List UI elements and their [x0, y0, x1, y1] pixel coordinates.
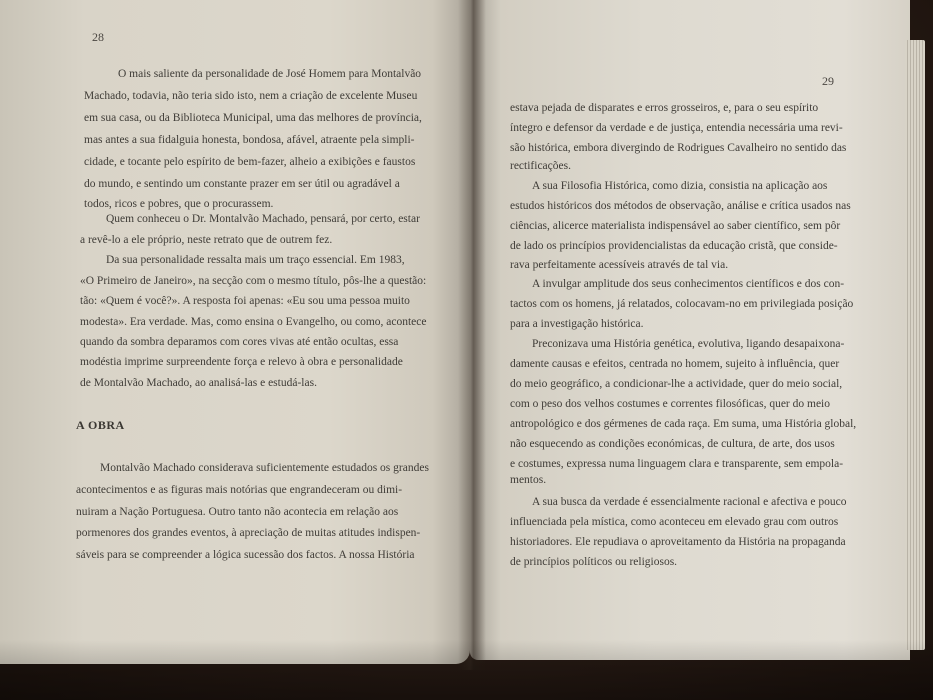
text-line: são histórica, embora divergindo de Rodrigues Cavalheiro no sentido das: [510, 142, 847, 154]
text-line: nuiram a Nação Portuguesa. Outro tanto não acontecia em relação aos: [76, 506, 399, 518]
text-line: de princípios políticos ou religiosos.: [510, 556, 678, 568]
text-line: tão: «Quem é você?». A resposta foi apenas: «Eu sou uma pessoa muito: [80, 295, 410, 307]
text-line: tactos com os homens, já relatados, colocavam-no em privilegiada posição: [510, 298, 854, 310]
text-line: a revê-lo a ele próprio, neste retrato que de outrem fez.: [80, 234, 333, 246]
text-line: de Montalvão Machado, ao analisá-las e estudá-las.: [80, 377, 317, 389]
text-line: «O Primeiro de Janeiro», na secção com o mesmo título, pôs-lhe a questão:: [80, 275, 427, 287]
text-line: cidade, e tocante pelo espírito de bem-fazer, alheio a exibições e faustos: [84, 156, 416, 168]
text-line: pormenores dos grandes eventos, à apreciação de muitas atitudes indispen-: [76, 527, 421, 539]
text-line: e costumes, expressa numa linguagem clara e transparente, sem empola-: [510, 458, 844, 470]
text-line: Da sua personalidade ressalta mais um traço essencial. Em 1983,: [106, 254, 405, 266]
text-line: do meio geográfico, a condicionar-lhe a actividade, quer do meio social,: [510, 378, 843, 390]
text-line: com o peso dos velhos costumes e correntes filosóficas, quer do meio: [510, 398, 831, 410]
text-line: do mundo, e sentindo um constante prazer em ser útil ou agradável a: [84, 178, 400, 190]
left-page-number: 28: [92, 30, 104, 44]
page-edges: [905, 40, 925, 650]
text-line: A invulgar amplitude dos seus conhecimentos científicos e dos con-: [532, 278, 845, 290]
text-line: modéstia imprime surpreendente força e relevo à obra e personalidade: [80, 356, 403, 368]
text-line: antropológico e dos gérmenes de cada raça. Em suma, uma História global,: [510, 418, 857, 430]
text-line: todos, ricos e pobres, que o procurassem.: [84, 198, 274, 210]
text-line: Machado, todavia, não teria sido isto, nem a criação de excelente Museu: [84, 90, 418, 102]
text-line: influenciada pela mística, como aconteceu em elevado grau com outros: [510, 516, 839, 528]
text-line: estava pejada de disparates e erros grosseiros, e, para o seu espírito: [510, 102, 819, 114]
text-line: mentos.: [510, 474, 547, 486]
text-line: damente causas e efeitos, centrada no homem, sujeito à influência, quer: [510, 358, 840, 370]
text-line: não esquecendo as condições económicas, de cultura, de arte, dos usos: [510, 438, 835, 450]
section-heading: A OBRA: [76, 418, 125, 432]
text-line: Preconizava uma História genética, evolutiva, ligando desapaixona-: [532, 338, 845, 350]
text-line: Quem conheceu o Dr. Montalvão Machado, pensará, por certo, estar: [106, 213, 420, 225]
text-line: historiadores. Ele repudiava o aproveitamento da História na propaganda: [510, 536, 846, 548]
text-line: rectificações.: [510, 160, 571, 172]
right-page: [470, 0, 910, 660]
text-line: modesta». Era verdade. Mas, como ensina o Evangelho, ou como, acontece: [80, 316, 427, 328]
text-line: ciências, alicerce materialista indispensável ao saber científico, sem pôr: [510, 220, 841, 232]
text-line: íntegro e defensor da verdade e de justiça, entendia necessária uma revi-: [510, 122, 843, 134]
text-line: rava perfeitamente acessíveis através de tal via.: [510, 259, 729, 271]
bottom-shadow: [0, 640, 933, 700]
text-line: em sua casa, ou da Biblioteca Municipal, uma das melhores de província,: [84, 112, 422, 124]
text-line: quando da sombra deparamos com cores vivas até então ocultas, essa: [80, 336, 399, 348]
text-line: mas antes a sua fidalguia honesta, bondosa, afável, atraente pela simpli-: [84, 134, 415, 146]
right-page-number: 29: [822, 74, 834, 88]
text-line: sáveis para se compreender a lógica sucessão dos factos. A nossa História: [76, 549, 415, 561]
text-line: O mais saliente da personalidade de José Homem para Montalvão: [118, 68, 422, 80]
text-line: para a investigação histórica.: [510, 318, 644, 330]
text-line: estudos históricos dos métodos de observação, análise e crítica usados nas: [510, 200, 851, 212]
text-line: A sua Filosofia Histórica, como dizia, consistia na aplicação aos: [532, 180, 828, 192]
text-line: de lado os princípios providencialistas da educação cristã, que conside-: [510, 240, 838, 252]
text-line: Montalvão Machado considerava suficientemente estudados os grandes: [100, 462, 429, 474]
left-page: [0, 0, 470, 664]
text-line: A sua busca da verdade é essencialmente racional e afectiva e pouco: [532, 496, 847, 508]
text-line: acontecimentos e as figuras mais notórias que engrandeceram ou dimi-: [76, 484, 403, 496]
book-gutter: [458, 0, 486, 670]
